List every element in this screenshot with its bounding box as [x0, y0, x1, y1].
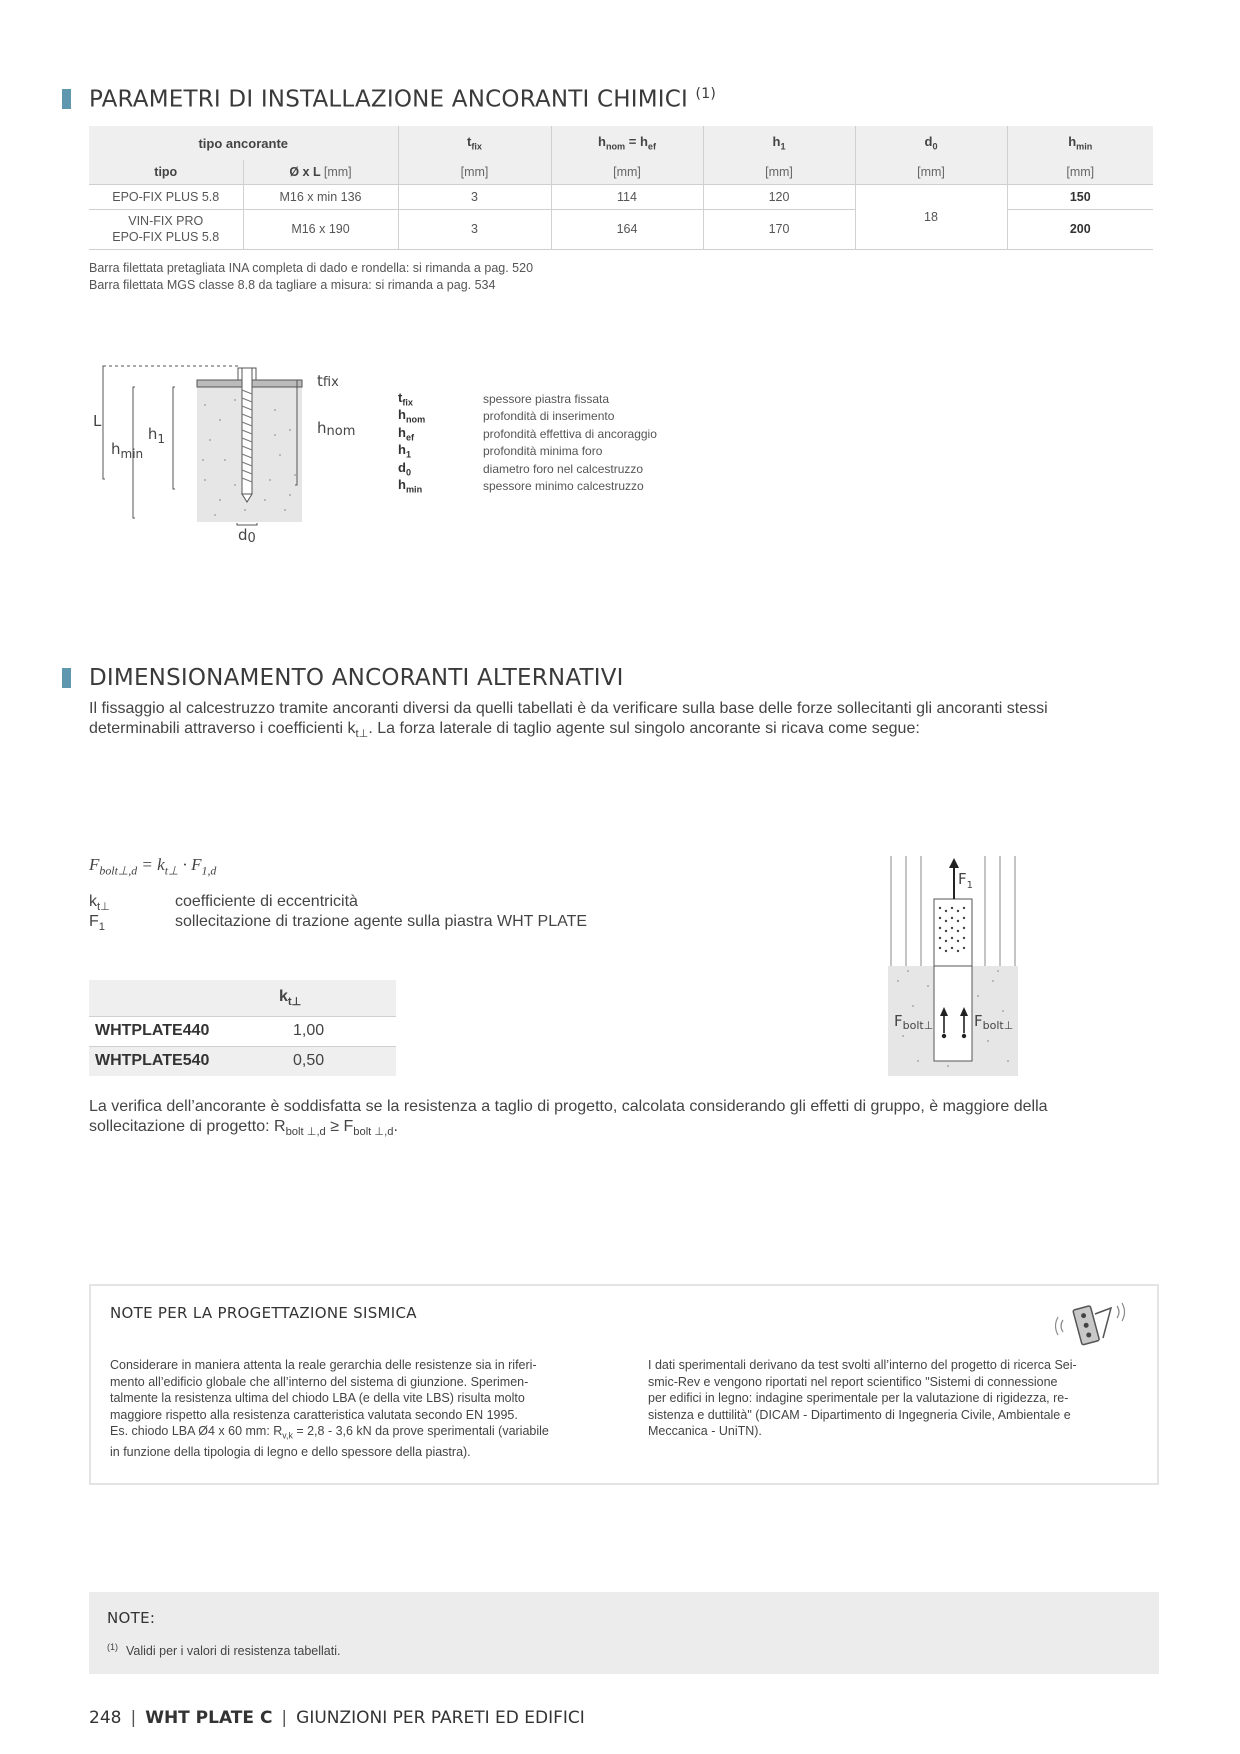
footer-product: WHT PLATE C [145, 1708, 273, 1728]
header-kt: $k_{t\perp}$ [279, 980, 396, 1016]
cell-tipo: EPO-FIX PLUS 5.8 [89, 184, 243, 209]
symbol-legend [398, 390, 657, 495]
legend-item: $t_{fix}$ spessore piastra fissata [398, 389, 610, 408]
page-footer: 248 | WHT PLATE C | GIUNZIONI PER PARETI ED EDIFICI [89, 1708, 585, 1728]
cell-tfix: 3 [398, 209, 551, 249]
header-size: Ø x L [mm] [243, 160, 398, 184]
seismic-notes-title: NOTE PER LA PROGETTAZIONE SISMICA [110, 1304, 417, 1322]
table-row [89, 184, 1153, 209]
verification-paragraph: La verifica dell’ancorante è soddisfatta se la resistenza a taglio di progetto, calcolata considerando gli effetti di gruppo, è maggiore della sollecitazione di progetto: $R_{bolt \perp,d} \ge F_{bolt \perp,d}$. [89, 1098, 1048, 1139]
notes-title: NOTE: [107, 1609, 156, 1627]
label-hnom: hnom [317, 419, 356, 439]
unit-d0: [mm] [855, 160, 1007, 184]
table-row [89, 1046, 396, 1076]
cell-hmin: 150 [1007, 184, 1153, 209]
shear-force-formula: $F_{bolt\perp,d} = k_{t\perp} \cdot F_{1,d}$ [89, 855, 217, 878]
anchor-installation-diagram [85, 360, 375, 550]
label-F1: $F_1$ [958, 870, 974, 891]
cell-h1: 120 [703, 184, 855, 209]
eccentricity-coefficient-table [89, 980, 396, 1076]
cell-hmin: 200 [1007, 209, 1153, 249]
header-hmin: $h_{min}$ [1007, 126, 1153, 160]
section-title: PARAMETRI DI INSTALLAZIONE ANCORANTI CHIMICI $^{(1)}$ [89, 86, 716, 113]
unit-tfix: [mm] [398, 160, 551, 184]
heading-accent-bar [62, 89, 71, 109]
label-tfix: tfix [317, 372, 339, 390]
header-h1: $h_1$ [703, 126, 855, 160]
definition-item: $F_1$ sollecitazione di trazione agente sulla piastra WHT PLATE [89, 913, 588, 934]
seismic-design-notes-box [89, 1284, 1159, 1485]
label-hmin: $h_{min}$ [111, 440, 144, 461]
legend-item: $d_0$ diametro foro nel calcestruzzo [398, 459, 644, 478]
intro-paragraph: Il fissaggio al calcestruzzo tramite ancoranti diversi da quelli tabellati è da verificare sulla base delle forze sollecitanti gli ancoranti stessi determinabili attraverso i coefficienti $k_{t\perp}$. La forza laterale di taglio agente sul singolo ancorante si ricava come segue: [89, 700, 1048, 741]
notes-bar [89, 1592, 1159, 1674]
header-empty [89, 980, 279, 1016]
legend-item: $h_{nom}$ profondità di inserimento [398, 407, 615, 426]
installation-parameters-table [89, 126, 1153, 250]
definition-item: $k_{t\perp}$ coefficiente di eccentricità [89, 893, 358, 914]
legend-item: $h_{min}$ spessore minimo calcestruzzo [398, 477, 644, 496]
seismic-icon [1055, 1298, 1127, 1348]
label-Fbolt-left: $F_{bolt\perp}$ [894, 1012, 934, 1032]
cell-model: WHTPLATE440 [89, 1016, 279, 1046]
page-number: 248 [89, 1708, 122, 1728]
cell-h1: 170 [703, 209, 855, 249]
header-anchor-type: tipo ancorante [89, 126, 398, 160]
cell-kt: 0,50 [279, 1046, 396, 1076]
footnote-ref: (1) [695, 86, 716, 102]
cell-kt: 1,00 [279, 1016, 396, 1046]
label-d0: d0 [238, 526, 256, 546]
note-threaded-bar-mgs: Barra filettata MGS classe 8.8 da tagliare a misura: si rimanda a pag. 534 [89, 278, 496, 292]
note-threaded-bar-ina: Barra filettata pretagliata INA completa di dado e rondella: si rimanda a pag. 520 [89, 261, 534, 275]
legend-item: $h_{ef}$ profondità effettiva di ancoraggio [398, 424, 657, 443]
label-L: L [93, 412, 102, 430]
section-title: DIMENSIONAMENTO ANCORANTI ALTERNATIVI [89, 665, 624, 691]
header-tipo: tipo [89, 160, 243, 184]
cell-size: M16 x 190 [243, 209, 398, 249]
section-heading-alternative-anchors [62, 665, 624, 691]
anchor-force-diagram [888, 856, 1023, 1076]
cell-d0: 18 [855, 184, 1007, 249]
cell-tipo: VIN-FIX PRO EPO-FIX PLUS 5.8 [89, 209, 243, 249]
header-hnom-hef: $h_{nom} = h_{ef}$ [551, 126, 703, 160]
notes-text: $^{(1)}$ Validi per i valori di resistenza tabellati. [107, 1642, 341, 1659]
formula-definitions [89, 893, 587, 933]
cell-hnom: 114 [551, 184, 703, 209]
unit-hmin: [mm] [1007, 160, 1153, 184]
heading-accent-bar [62, 668, 71, 688]
seismic-notes-right-column: I dati sperimentali derivano da test svolti all’interno del progetto di ricerca Sei- smic-Rev e vengono riportati nel report scientifico "Sistemi di connessione per edifici in legno: indagine sperimentale per la valutazione di rigidezza, re- sistenza e duttilità" (DICAM - Dipartimento di Ingegneria Civile, Ambientale e Meccanica - UniTN). [648, 1358, 1077, 1438]
header-tfix: $t_{fix}$ [398, 126, 551, 160]
unit-hnom: [mm] [551, 160, 703, 184]
cell-tfix: 3 [398, 184, 551, 209]
section-heading-installation [62, 86, 716, 113]
cell-hnom: 164 [551, 209, 703, 249]
seismic-notes-left-column: Considerare in maniera attenta la reale gerarchia delle resistenze sia in riferi- mento all’edificio globale che all’interno del sistema di giunzione. Sperimen- talmente la resistenza ultima del chiodo LBA (e della vite LBS) risulta molto maggiore rispetto alla resistenza caratteristica valutata secondo EN 1995. Es. chiodo LBA Ø4 x 60 mm: $R_{v,k} = 2,8 - 3,6$ kN da prove sperimentali (variabile in funzione della tipologia di legno e dello spessore della piastra). [110, 1358, 549, 1459]
unit-h1: [mm] [703, 160, 855, 184]
cell-model: WHTPLATE540 [89, 1046, 279, 1076]
header-d0: $d_0$ [855, 126, 1007, 160]
legend-item: $h_1$ profondità minima foro [398, 442, 603, 461]
cell-size: M16 x min 136 [243, 184, 398, 209]
table-row [89, 1016, 396, 1046]
label-Fbolt-right: $F_{bolt\perp}$ [974, 1012, 1014, 1032]
footer-chapter: GIUNZIONI PER PARETI ED EDIFICI [296, 1708, 585, 1728]
label-h1: $h_1$ [147, 425, 165, 446]
